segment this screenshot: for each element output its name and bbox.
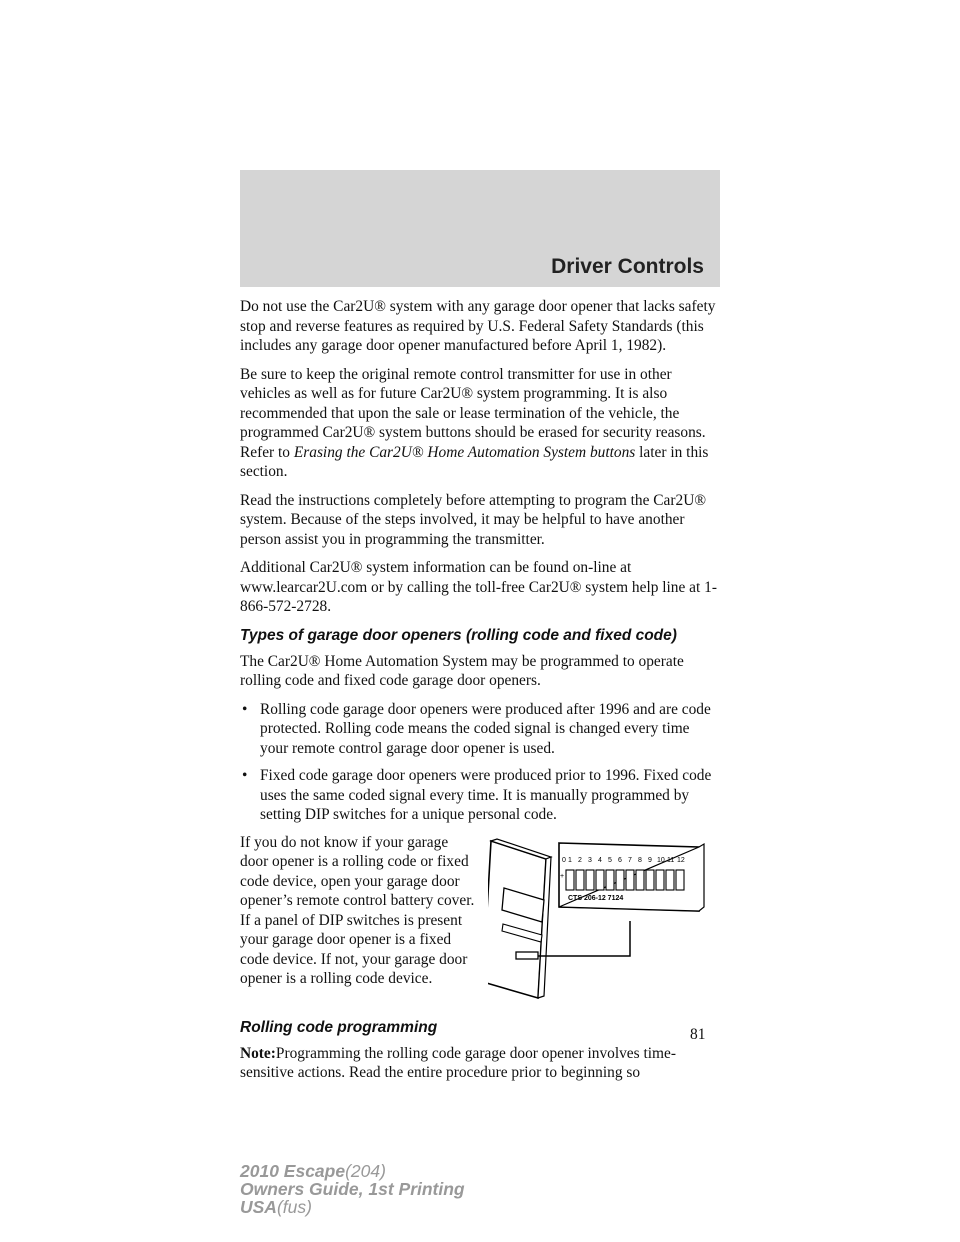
page-content (240, 297, 720, 1092)
footer-line-1: 2010 Escape(204) (240, 1161, 386, 1181)
footer-line-3: USA(fus) (240, 1197, 312, 1217)
paragraph-types-intro: The Car2U® Home Automation System may be programmed to operate rolling code and fixed code garage door openers. (240, 652, 684, 689)
paragraph-note: Note:Programming the rolling code garage door opener involves time-sensitive actions. Read the entire procedure prior to beginning so (240, 1044, 676, 1081)
paragraph-dip-switch-check: If you do not know if your garage door opener is a rolling code or fixed code device, open your garage door opener’s remote control battery cover. If a panel of DIP switches is present your garage door opener is a fixed code device. If not, your garage door opener is a rolling code device. (240, 833, 475, 987)
switch-number: 12 (677, 856, 685, 864)
switch-number: 3 (588, 856, 592, 864)
dip-switch-panel (559, 843, 704, 911)
switch-number: 8 (638, 856, 642, 864)
switch-number: 11 (667, 856, 675, 864)
switch-number: 9 (648, 856, 652, 864)
footer-line-2: Owners Guide, 1st Printing (240, 1179, 465, 1199)
switch-number: 7 (628, 856, 632, 864)
paragraph-read-instructions: Read the instructions completely before attempting to program the Car2U® system. Because of the steps involved, it may be helpful to have another person assist you in programming the transmitter. (240, 491, 707, 548)
paragraph-safety-warning: Do not use the Car2U® system with any garage door opener that lacks safety stop and reverse features as required by U.S. Federal Safety Standards (this includes any garage door opener manufactured before April 1, 1982). (240, 298, 716, 354)
callout-line (538, 921, 630, 956)
section-header-bar (240, 170, 720, 287)
side-label: + (560, 872, 565, 880)
bullet-dot: • (242, 767, 248, 784)
heading-types-of-openers: Types of garage door openers (rolling code and fixed code) (240, 626, 677, 644)
bullet-fixed-code: • Fixed code garage door openers were produced prior to 1996. Fixed code uses the same coded signal every time. It is manually programmed by setting DIP switches for a unique personal code. (242, 767, 712, 823)
switch-number: 4 (598, 856, 602, 864)
paragraph-keep-transmitter: Be sure to keep the original remote control transmitter for use in other vehicles as well as for future Car2U® system programming. It is also recommended that upon the sale or lease termination of the vehicle, the programmed Car2U® system buttons should be erased for security reasons. Refer to Erasing the Car2U® Home Automation System buttons later in this section. (240, 365, 709, 480)
switch-number: 6 (618, 856, 622, 864)
section-title: Driver Controls (551, 255, 704, 278)
switch-number: 5 (608, 856, 612, 864)
erasing-reference: Erasing the Car2U® Home Automation System buttons (293, 443, 636, 461)
bullet-dot: • (242, 700, 248, 718)
paragraph-additional-info: Additional Car2U® system information can be found on-line at www.learcar2U.com or by calling the toll-free Car2U® system help line at 1-866-572-2728. (240, 559, 717, 615)
switch-number: 2 (578, 856, 582, 864)
switch-number: 1 (568, 856, 572, 864)
zero-label: 0 (562, 856, 566, 864)
page-number: 81 (690, 1026, 706, 1043)
footer (240, 1162, 465, 1216)
note-label: Note: (240, 1044, 276, 1062)
part-label: CTS 206-12 7124 (568, 894, 624, 902)
bullet-rolling-code: • Rolling code garage door openers were produced after 1996 and are code protected. Rolling code means the coded signal is changed every time your remote control garage door opener is used. (242, 700, 711, 757)
dip-switch-section (240, 833, 720, 998)
switch-number: 10 (657, 856, 665, 864)
heading-rolling-code-programming: Rolling code programming (240, 1018, 438, 1036)
remote-control-body (488, 839, 551, 998)
dip-switch-illustration (488, 836, 720, 1001)
